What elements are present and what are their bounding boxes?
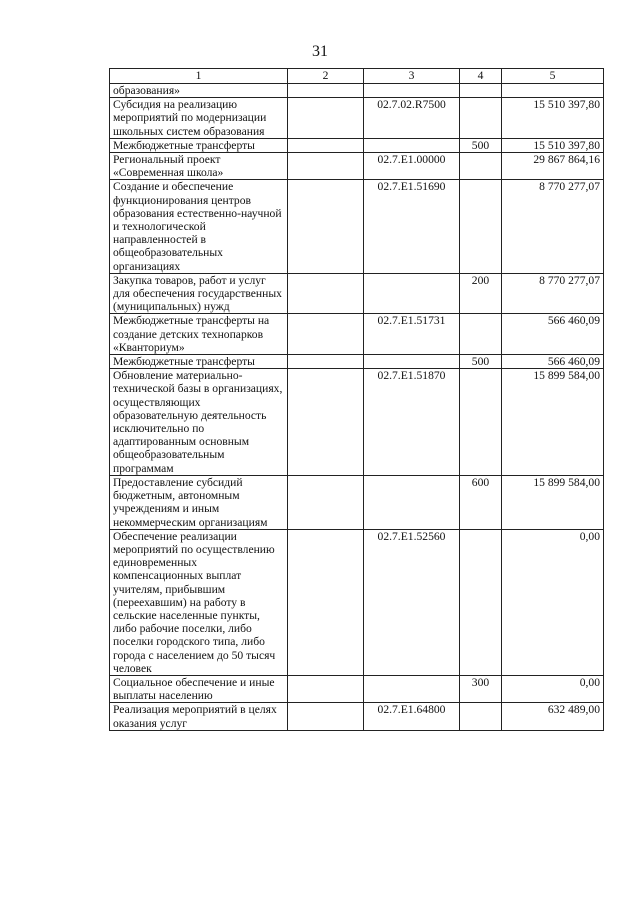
row-type bbox=[460, 369, 502, 476]
row-code bbox=[364, 355, 460, 369]
row-type: 600 bbox=[460, 475, 502, 529]
row-name: Обеспечение реализации мероприятий по осуществлению единовременных компенсационных выплат учителям, прибывшим (переехавшим) на работу в сельские населенные пункты, либо рабочие поселки, либо поселки городского типа, либо города с населением до 50 тысяч человек bbox=[110, 529, 288, 675]
row-code: 02.7.02.R7500 bbox=[364, 98, 460, 139]
column-header: 3 bbox=[364, 69, 460, 84]
row-name: Обновление материально-технической базы в организациях, осуществляющих образовательную деятельность исключительно по адаптированным основным общеобразовательным программам bbox=[110, 369, 288, 476]
row-amount: 29 867 864,16 bbox=[502, 153, 604, 180]
row-col2 bbox=[288, 355, 364, 369]
table-row bbox=[110, 355, 604, 369]
row-type: 300 bbox=[460, 675, 502, 702]
table-row bbox=[110, 153, 604, 180]
row-amount: 0,00 bbox=[502, 675, 604, 702]
row-type bbox=[460, 529, 502, 675]
row-code bbox=[364, 675, 460, 702]
row-name: Создание и обеспечение функционирования центров образования естественно-научной и технологической направленностей в общеобразовательных организациях bbox=[110, 180, 288, 273]
row-code: 02.7.E1.64800 bbox=[364, 703, 460, 730]
row-code bbox=[364, 273, 460, 314]
row-col2 bbox=[288, 153, 364, 180]
table-row bbox=[110, 84, 604, 98]
row-type bbox=[460, 153, 502, 180]
row-type bbox=[460, 84, 502, 98]
row-name: Субсидия на реализацию мероприятий по модернизации школьных систем образования bbox=[110, 98, 288, 139]
table-row bbox=[110, 529, 604, 675]
row-code bbox=[364, 138, 460, 152]
row-col2 bbox=[288, 273, 364, 314]
row-amount bbox=[502, 84, 604, 98]
row-amount: 15 899 584,00 bbox=[502, 369, 604, 476]
row-code: 02.7.E1.51690 bbox=[364, 180, 460, 273]
row-col2 bbox=[288, 475, 364, 529]
row-amount: 0,00 bbox=[502, 529, 604, 675]
table-row bbox=[110, 675, 604, 702]
row-amount: 8 770 277,07 bbox=[502, 180, 604, 273]
row-type: 500 bbox=[460, 138, 502, 152]
row-type: 500 bbox=[460, 355, 502, 369]
row-type bbox=[460, 703, 502, 730]
row-col2 bbox=[288, 180, 364, 273]
row-type bbox=[460, 180, 502, 273]
row-name: образования» bbox=[110, 84, 288, 98]
table-header-row bbox=[110, 69, 604, 84]
row-type bbox=[460, 98, 502, 139]
row-name: Региональный проект «Современная школа» bbox=[110, 153, 288, 180]
column-header: 1 bbox=[110, 69, 288, 84]
row-col2 bbox=[288, 529, 364, 675]
row-col2 bbox=[288, 84, 364, 98]
row-amount: 566 460,09 bbox=[502, 355, 604, 369]
row-type bbox=[460, 314, 502, 355]
row-code: 02.7.E1.52560 bbox=[364, 529, 460, 675]
row-type: 200 bbox=[460, 273, 502, 314]
row-code: 02.7.E1.00000 bbox=[364, 153, 460, 180]
row-name: Межбюджетные трансферты на создание детских технопарков «Кванториум» bbox=[110, 314, 288, 355]
table-row bbox=[110, 314, 604, 355]
column-header: 4 bbox=[460, 69, 502, 84]
row-name: Межбюджетные трансферты bbox=[110, 355, 288, 369]
row-name: Закупка товаров, работ и услуг для обеспечения государственных (муниципальных) нужд bbox=[110, 273, 288, 314]
row-code bbox=[364, 475, 460, 529]
table-row bbox=[110, 369, 604, 476]
row-col2 bbox=[288, 98, 364, 139]
row-col2 bbox=[288, 369, 364, 476]
row-amount: 566 460,09 bbox=[502, 314, 604, 355]
row-amount: 15 899 584,00 bbox=[502, 475, 604, 529]
row-name: Социальное обеспечение и иные выплаты населению bbox=[110, 675, 288, 702]
row-code: 02.7.E1.51731 bbox=[364, 314, 460, 355]
table-row bbox=[110, 475, 604, 529]
page-number: 31 bbox=[312, 43, 328, 60]
row-name: Межбюджетные трансферты bbox=[110, 138, 288, 152]
row-amount: 8 770 277,07 bbox=[502, 273, 604, 314]
row-amount: 632 489,00 bbox=[502, 703, 604, 730]
row-col2 bbox=[288, 138, 364, 152]
row-code bbox=[364, 84, 460, 98]
table-row bbox=[110, 273, 604, 314]
row-amount: 15 510 397,80 bbox=[502, 98, 604, 139]
column-header: 2 bbox=[288, 69, 364, 84]
row-code: 02.7.E1.51870 bbox=[364, 369, 460, 476]
row-amount: 15 510 397,80 bbox=[502, 138, 604, 152]
budget-table bbox=[109, 68, 604, 731]
table-row bbox=[110, 180, 604, 273]
table-row bbox=[110, 98, 604, 139]
row-name: Реализация мероприятий в целях оказания услуг bbox=[110, 703, 288, 730]
row-col2 bbox=[288, 314, 364, 355]
column-header: 5 bbox=[502, 69, 604, 84]
table-row bbox=[110, 138, 604, 152]
row-col2 bbox=[288, 675, 364, 702]
table-row bbox=[110, 703, 604, 730]
row-col2 bbox=[288, 703, 364, 730]
row-name: Предоставление субсидий бюджетным, автономным учреждениям и иным некоммерческим организациям bbox=[110, 475, 288, 529]
